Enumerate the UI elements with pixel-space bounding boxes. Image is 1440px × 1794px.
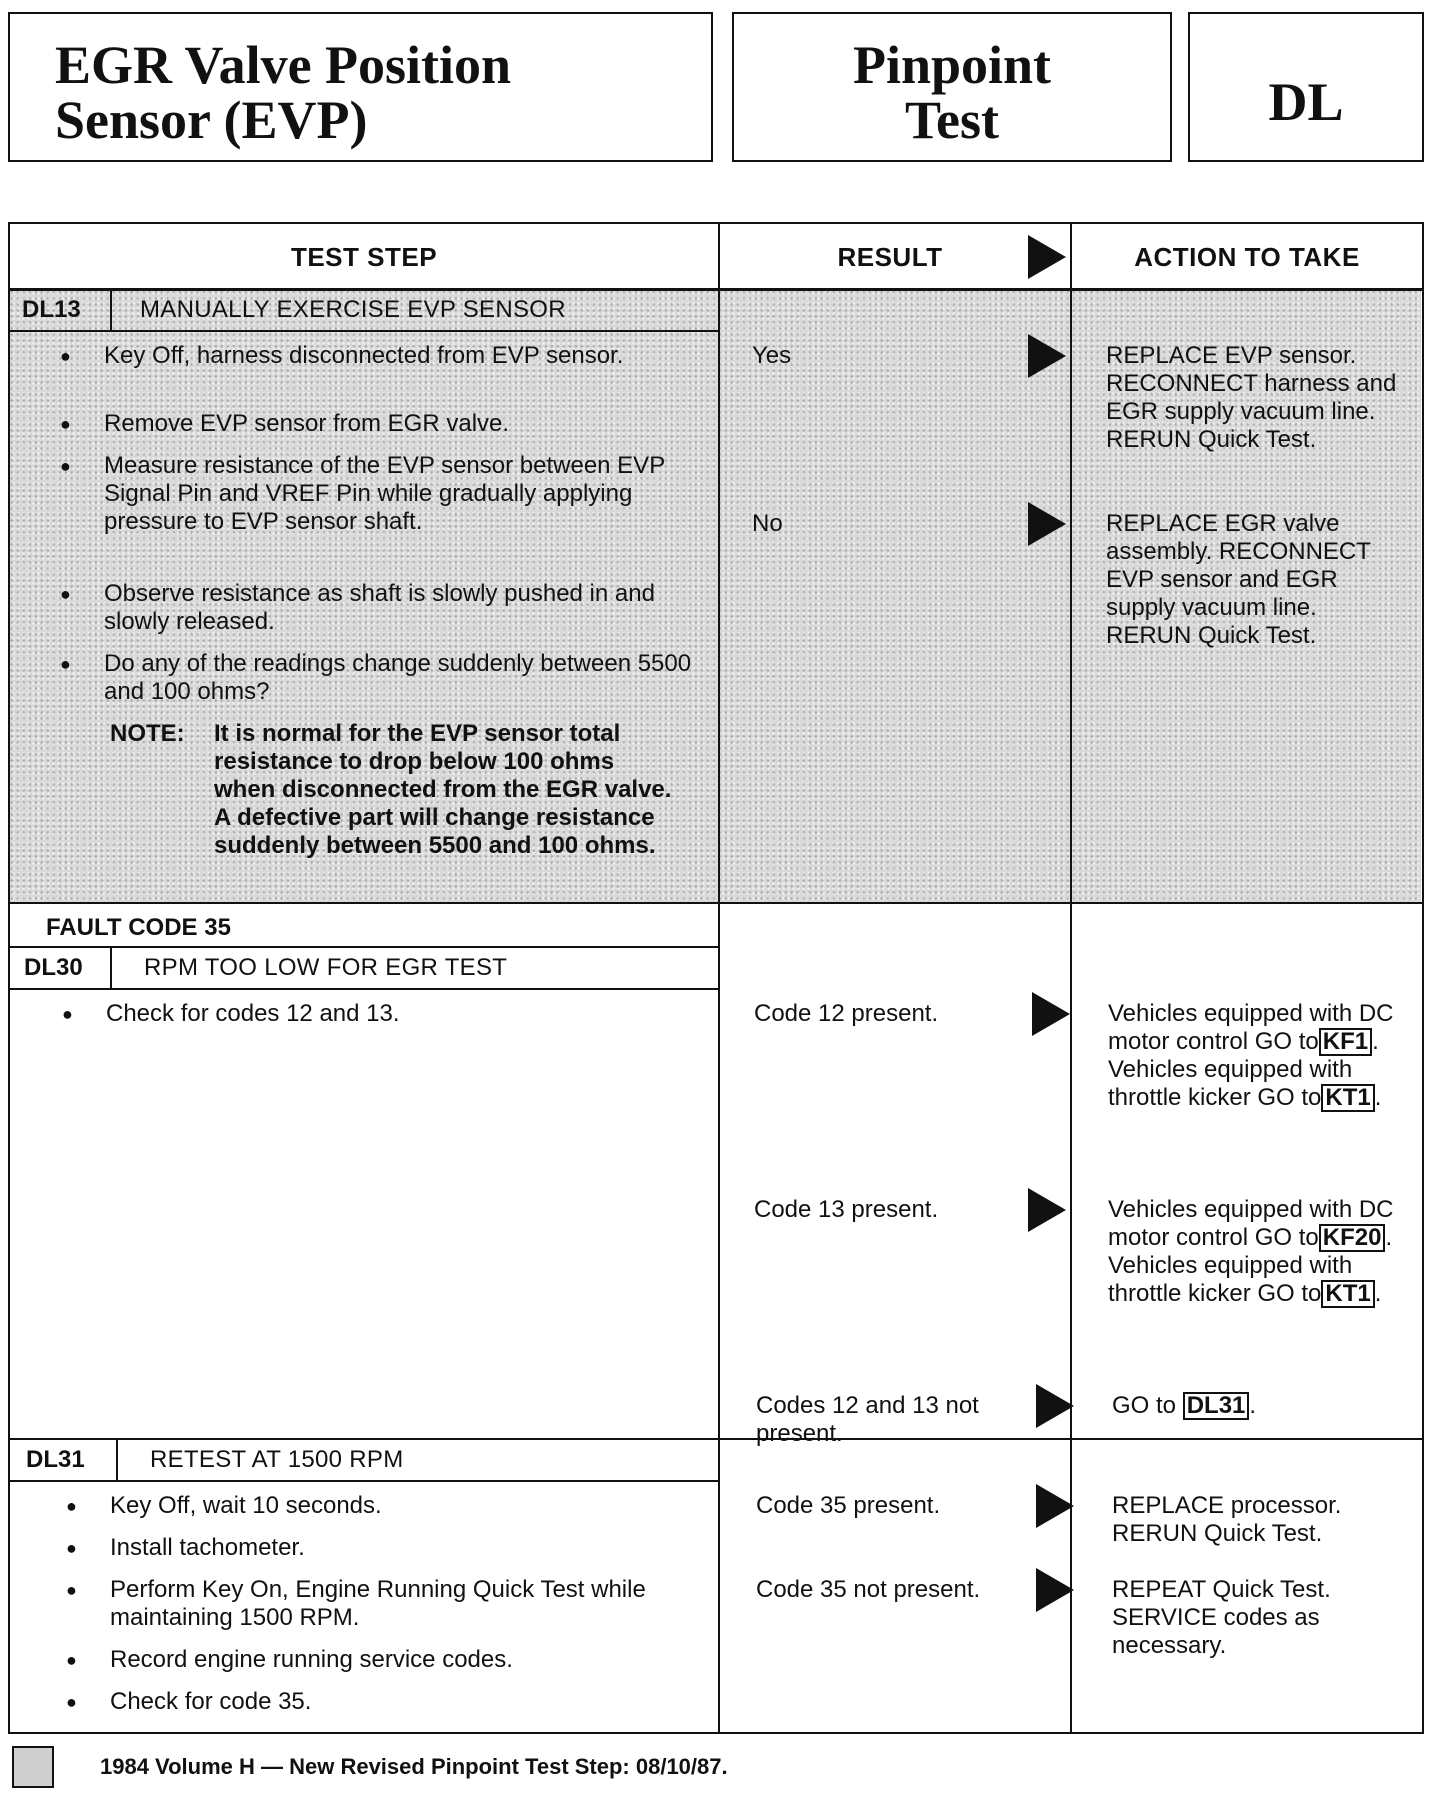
divider: [10, 1480, 718, 1482]
dl13-step-id: DL13: [22, 296, 81, 323]
arrow-icon: [1032, 992, 1070, 1036]
dl13-note-text: It is normal for the EVP sensor total resistance to drop below 100 ohms when disconnected from the EGR valve. A defective part will change resistance suddenly between 5500 and 100 ohms.: [214, 720, 672, 859]
dl13-note-label: NOTE:: [110, 720, 185, 747]
divider: [110, 290, 112, 330]
revision-marker-icon: [12, 1746, 54, 1788]
fault-code-label: FAULT CODE 35: [46, 914, 231, 941]
col-result-header: RESULT: [837, 242, 943, 272]
divider: [718, 224, 720, 1732]
divider: [10, 988, 718, 990]
footer-revision-note: 1984 Volume H — New Revised Pinpoint Test Step: 08/10/87.: [100, 1754, 728, 1779]
dl13-result-no: No: [752, 510, 783, 537]
dl30-result-not-present: Codes 12 and 13 not present.: [756, 1392, 979, 1447]
arrow-icon: [1028, 502, 1066, 546]
dl31-result-35-not-present: Code 35 not present.: [756, 1576, 981, 1603]
dl31-bullet: ● Check for code 35.: [66, 1688, 710, 1716]
dl30-step-title: RPM TOO LOW FOR EGR TEST: [144, 954, 508, 981]
arrow-icon: [1028, 334, 1066, 378]
title-box: [8, 12, 713, 162]
test-type-line-1: Pinpoint: [852, 35, 1052, 95]
dl30-result-code13: Code 13 present.: [754, 1196, 939, 1223]
test-code: DL: [1268, 72, 1344, 132]
dl31-bullet: ● Key Off, wait 10 seconds.: [66, 1492, 710, 1520]
dl31-bullet: ● Install tachometer.: [66, 1534, 710, 1562]
dl30-step-id: DL30: [24, 954, 83, 981]
dl30-action-code13: Vehicles equipped with DC motor control GO to KF20 . Vehicles equipped with throttle kicker GO to KT1 .: [1108, 1196, 1394, 1307]
divider: [10, 946, 718, 948]
go-to-kt1-ref[interactable]: KT1: [1321, 1280, 1374, 1308]
dl31-bullet: ● Perform Key On, Engine Running Quick Test while maintaining 1500 RPM.: [66, 1576, 670, 1632]
test-code-box: [1188, 12, 1424, 162]
go-to-kt1-ref[interactable]: KT1: [1321, 1084, 1374, 1112]
divider: [10, 902, 1422, 904]
test-type-box: [732, 12, 1172, 162]
arrow-icon: [1028, 1188, 1066, 1232]
dl13-action-no: REPLACE EGR valve assembly. RECONNECT EVP sensor and EGR supply vacuum line. RERUN Quick Test.: [1106, 510, 1371, 649]
dl13-bullet: ● Remove EVP sensor from EGR valve.: [60, 410, 704, 438]
dl13-bullet: ● Do any of the readings change suddenly between 5500 and 100 ohms?: [60, 650, 704, 706]
divider: [110, 946, 112, 988]
go-to-kf20-ref[interactable]: KF20: [1319, 1224, 1386, 1252]
dl30-result-code12: Code 12 present.: [754, 1000, 939, 1027]
arrow-icon: [1036, 1484, 1074, 1528]
pinpoint-table: [8, 222, 1424, 1734]
col-action-header: ACTION TO TAKE: [1134, 242, 1360, 272]
dl30-bullet: ● Check for codes 12 and 13.: [62, 1000, 706, 1028]
arrow-icon: [1036, 1568, 1074, 1612]
title-line-1: EGR Valve Position: [55, 35, 512, 95]
dl31-result-35-present: Code 35 present.: [756, 1492, 941, 1519]
dl31-step-title: RETEST AT 1500 RPM: [150, 1446, 404, 1473]
divider: [10, 330, 718, 332]
dl13-bullet: ● Key Off, harness disconnected from EVP sensor.: [60, 342, 704, 370]
dl13-bullet: ● Measure resistance of the EVP sensor between EVP Signal Pin and VREF Pin while gradually applying pressure to EVP sensor shaft.: [60, 452, 704, 536]
divider: [116, 1440, 118, 1480]
col-test-step-header: TEST STEP: [290, 242, 438, 272]
arrow-icon: [1036, 1384, 1074, 1428]
dl13-step-title: MANUALLY EXERCISE EVP SENSOR: [140, 296, 566, 323]
arrow-icon: [1028, 235, 1066, 279]
divider: [10, 288, 1422, 291]
go-to-dl31-ref[interactable]: DL31: [1183, 1392, 1250, 1420]
go-to-kf1-ref[interactable]: KF1: [1319, 1028, 1372, 1056]
title-line-2: Sensor (EVP): [55, 90, 368, 150]
dl30-action-not-present: GO to DL31 .: [1112, 1392, 1257, 1419]
test-type-line-2: Test: [904, 90, 1000, 150]
dl31-step-id: DL31: [26, 1446, 85, 1473]
dl13-action-yes: REPLACE EVP sensor. RECONNECT harness and EGR supply vacuum line. RERUN Quick Test.: [1106, 342, 1397, 453]
divider: [10, 1438, 1422, 1440]
dl31-bullet: ● Record engine running service codes.: [66, 1646, 710, 1674]
dl31-action-35-not-present: REPEAT Quick Test. SERVICE codes as necessary.: [1112, 1576, 1331, 1659]
dl30-action-code12: Vehicles equipped with DC motor control GO to KF1 . Vehicles equipped with throttle kicker GO to KT1 .: [1108, 1000, 1394, 1111]
dl31-action-35-present: REPLACE processor. RERUN Quick Test.: [1112, 1492, 1342, 1547]
dl13-bullet: ● Observe resistance as shaft is slowly pushed in and slowly released.: [60, 580, 704, 636]
dl13-result-yes: Yes: [752, 342, 792, 369]
